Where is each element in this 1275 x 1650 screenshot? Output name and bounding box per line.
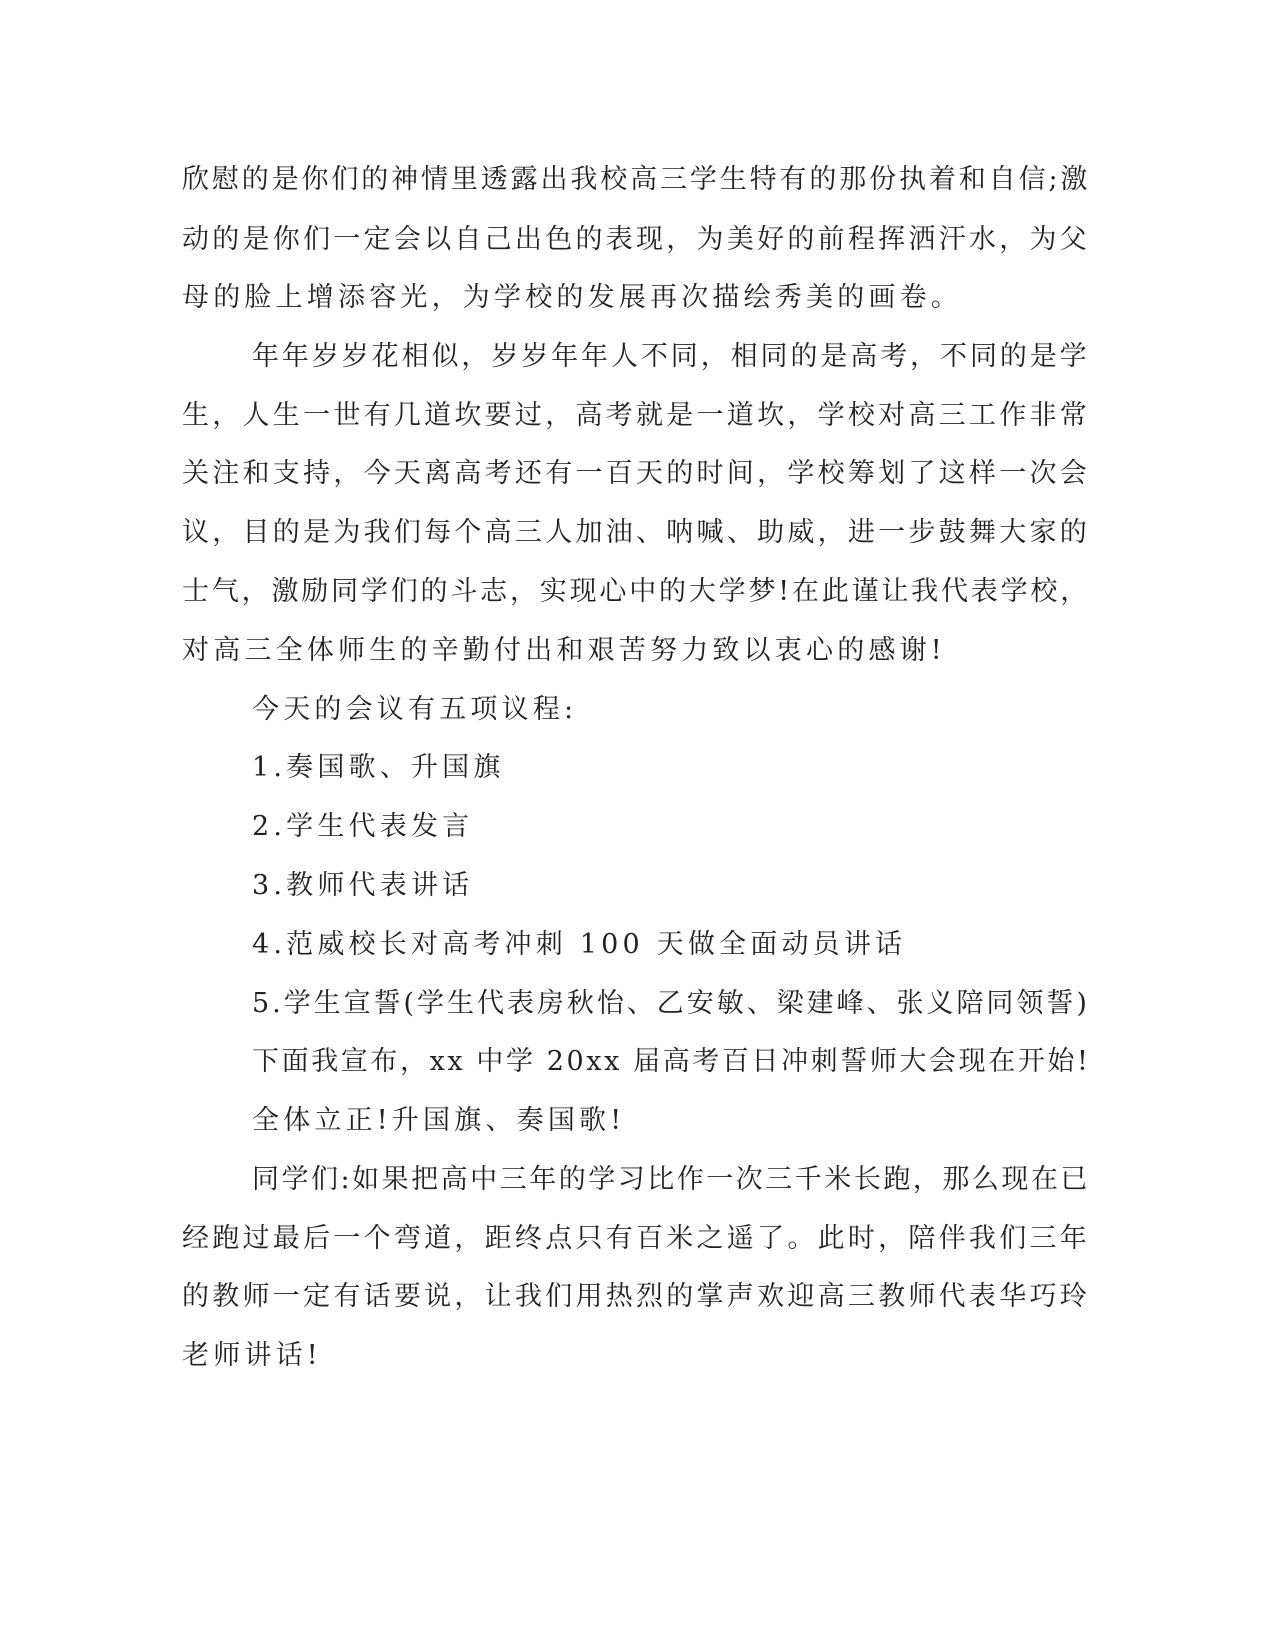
agenda-item: 2.学生代表发言 [252,811,474,842]
agenda-item: 4.范威校长对高考冲刺 100 天做全面动员讲话 [252,929,907,960]
text-line: 对高三全体师生的辛勤付出和艰苦努力致以衷心的感谢! [182,635,946,666]
text-line: 士气，激励同学们的斗志，实现心中的大学梦!在此谨让我代表学校， [182,576,1091,607]
text-line: 关注和支持，今天离高考还有一百天的时间，学校筹划了这样一次会 [182,458,1090,489]
text-line: 老师讲话! [182,1340,322,1371]
text-line: 生，人生一世有几道坎要过，高考就是一道坎，学校对高三工作非常 [182,400,1090,431]
text-line: 下面我宣布，xx 中学 20xx 届高考百日冲刺誓师大会现在开始! [252,1046,1091,1077]
text-line: 动的是你们一定会以自己出色的表现，为美好的前程挥洒汗水，为父 [182,224,1090,255]
text-line: 的教师一定有话要说，让我们用热烈的掌声欢迎高三教师代表华巧玲 [182,1281,1090,1312]
text-line: 同学们:如果把高中三年的学习比作一次三千米长跑，那么现在已 [252,1164,1090,1195]
text-line: 今天的会议有五项议程: [252,694,578,725]
text-line: 议，目的是为我们每个高三人加油、呐喊、助威，进一步鼓舞大家的 [182,517,1090,548]
text-line: 年年岁岁花相似，岁岁年年人不同，相同的是高考，不同的是学 [252,341,1090,372]
text-line: 母的脸上增添容光，为学校的发展再次描绘秀美的画卷。 [182,282,962,313]
agenda-item: 1.奏国歌、升国旗 [252,752,505,783]
text-line: 经跑过最后一个弯道，距终点只有百米之遥了。此时，陪伴我们三年 [182,1223,1090,1254]
agenda-item: 5.学生宣誓(学生代表房秋怡、乙安敏、梁建峰、张义陪同领誓) [252,988,1090,1019]
agenda-item: 3.教师代表讲话 [252,870,474,901]
text-line: 全体立正!升国旗、奏国歌! [252,1105,626,1136]
text-line: 欣慰的是你们的神情里透露出我校高三学生特有的那份执着和自信;激 [182,164,1091,195]
